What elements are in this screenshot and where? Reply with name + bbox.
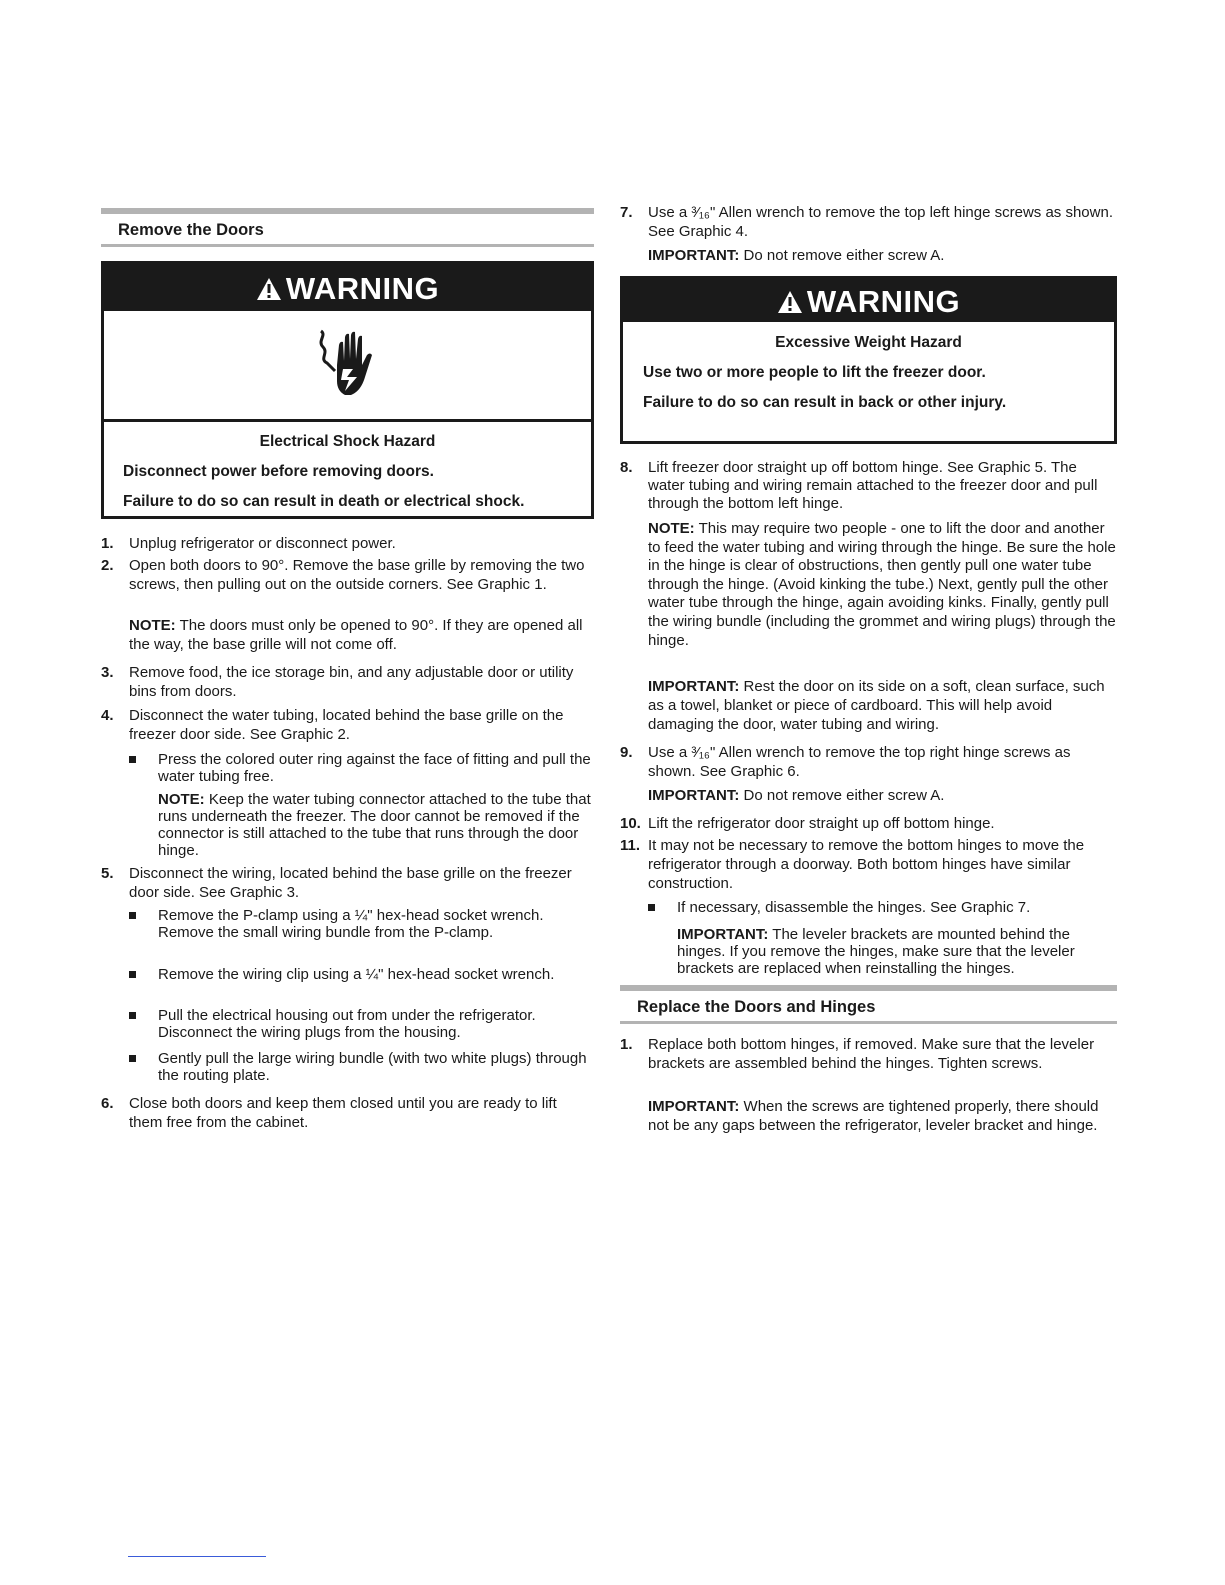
step-number: 1. [101, 535, 114, 552]
step-number: 1. [620, 1036, 633, 1053]
important-label: IMPORTANT: [648, 787, 740, 804]
important-label: IMPORTANT: [648, 247, 740, 264]
step-number: 8. [620, 459, 633, 476]
section-title: Remove the Doors [118, 221, 264, 239]
step-8 [620, 459, 1117, 513]
important-text: Do not remove either screw A. [739, 247, 945, 264]
step-4-note [158, 791, 594, 859]
bullet-text: Gently pull the large wiring bundle (with two white plugs) through the routing plate. [158, 1050, 587, 1084]
section-rule-bottom [620, 1021, 1117, 1024]
note-label: NOTE: [129, 617, 176, 634]
bullet-square-icon [129, 756, 136, 763]
bullet-text: Pull the electrical housing out from under the refrigerator. Disconnect the wiring plugs from the housing. [158, 1007, 536, 1041]
step-5 [101, 864, 594, 902]
step-text: Close both doors and keep them closed until you are ready to lift them free from the cabinet. [129, 1095, 557, 1131]
step-text: Disconnect the wiring, located behind the base grille on the freezer door side. See Graphic 3. [129, 865, 572, 901]
step-text: Use a ³⁄₁₆" Allen wrench to remove the top left hinge screws as shown. See Graphic 4. [648, 204, 1113, 240]
shock-icon-area [104, 311, 591, 422]
step-8-note [648, 520, 1117, 650]
note-text: The doors must only be opened to 90°. If they are opened all the way, the base grille will not come off. [129, 617, 583, 653]
step-7 [620, 203, 1117, 241]
bullet-square-icon [129, 971, 136, 978]
step-text: Open both doors to 90°. Remove the base grille by removing the two screws, then pulling out on the outside corners. See Graphic 1. [129, 557, 585, 593]
step-9-important [648, 786, 1117, 805]
warning-line-2: Failure to do so can result in back or other injury. [643, 394, 1007, 411]
section-rule-bottom [101, 244, 594, 247]
step-10 [620, 814, 1117, 833]
bullet-square-icon [648, 904, 655, 911]
warning-line-2: Failure to do so can result in death or electrical shock. [123, 493, 525, 510]
step-text: Lift the refrigerator door straight up off bottom hinge. [648, 815, 995, 832]
step-1 [101, 534, 594, 553]
important-label: IMPORTANT: [677, 926, 769, 943]
step-2 [101, 556, 594, 594]
note-text: This may require two people - one to lift the door and another to feed the water tubing and wiring through the hinge. Be sure the hole in the hinge is clear of obstructions, then gently pull one water tube through the hinge. (Avoid kinking the tube.) Next, gently pull the other water tube through the hinge, again avoiding kinks. Finally, gently pull the wiring bundle (including the grommet and wiring plugs) through the hinge. [648, 520, 1116, 649]
electric-shock-hand-icon [313, 325, 383, 405]
step-number: 4. [101, 707, 114, 724]
step-number: 9. [620, 744, 633, 761]
important-text: When the screws are tightened properly, there should not be any gaps between the refrigerator, leveler bracket and hinge. [648, 1098, 1099, 1134]
bullet-square-icon [129, 1055, 136, 1062]
step-3 [101, 663, 594, 701]
replace-step-1-important [648, 1097, 1117, 1135]
step-text: Replace both bottom hinges, if removed. Make sure that the leveler brackets are assembled behind the hinges. Tighten screws. [648, 1036, 1095, 1072]
warning-hazard-title: Electrical Shock Hazard [259, 433, 436, 450]
step-2-note [129, 616, 594, 654]
step-text: Lift freezer door straight up off bottom hinge. See Graphic 5. The water tubing and wiring remain attached to the freezer door and pull through the bottom left hinge. [648, 459, 1098, 512]
step-number: 3. [101, 664, 114, 681]
bullet-text: Remove the P-clamp using a ¼" hex-head socket wrench. Remove the small wiring bundle from the P-clamp. [158, 907, 544, 941]
step-number: 7. [620, 204, 633, 221]
important-label: IMPORTANT: [648, 1098, 740, 1115]
step-5-bullet-2 [129, 966, 564, 983]
warning-header [104, 264, 591, 311]
step-text: Use a ³⁄₁₆" Allen wrench to remove the top right hinge screws as shown. See Graphic 6. [648, 744, 1071, 780]
warning-triangle-icon [777, 281, 803, 327]
note-label: NOTE: [648, 520, 695, 537]
step-text: It may not be necessary to remove the bottom hinges to move the refrigerator through a doorway. Both bottom hinges have similar construction. [648, 837, 1085, 892]
warning-hazard-title: Excessive Weight Hazard [775, 334, 962, 351]
warning-line-1: Use two or more people to lift the freezer door. [643, 364, 986, 381]
step-5-bullet-1 [129, 907, 564, 941]
footer-link-underline[interactable] [128, 1556, 266, 1557]
step-11 [620, 836, 1117, 893]
bullet-square-icon [129, 912, 136, 919]
electrical-shock-warning-box [101, 261, 594, 519]
note-text: Keep the water tubing connector attached to the tube that runs underneath the freezer. The door cannot be removed if the connector is still attached to the tube that runs through the door hinge. [158, 791, 591, 859]
section-header-remove-doors [101, 208, 594, 247]
step-4-bullet [129, 751, 594, 785]
warning-label: WARNING [806, 284, 961, 319]
important-text: Rest the door on its side on a soft, clean surface, such as a towel, blanket or piece of cardboard. This will help avoid damaging the door, water tubing and wiring. [648, 678, 1105, 733]
bullet-text: Press the colored outer ring against the face of fitting and pull the water tubing free. [158, 751, 591, 785]
step-text: Disconnect the water tubing, located behind the base grille on the freezer door side. See Graphic 2. [129, 707, 564, 743]
important-label: IMPORTANT: [648, 678, 740, 695]
step-11-bullet [648, 899, 1117, 916]
step-number: 5. [101, 865, 114, 882]
section-title: Replace the Doors and Hinges [637, 998, 876, 1016]
excessive-weight-warning-box [620, 276, 1117, 444]
step-9 [620, 743, 1117, 781]
warning-header [623, 279, 1114, 322]
step-text: Unplug refrigerator or disconnect power. [129, 535, 396, 552]
step-7-important [648, 246, 1117, 265]
step-number: 6. [101, 1095, 114, 1112]
bullet-text: Remove the wiring clip using a ¼" hex-head socket wrench. [158, 966, 555, 983]
step-11-important [677, 926, 1117, 977]
step-number: 10. [620, 815, 641, 832]
step-text: Remove food, the ice storage bin, and any adjustable door or utility bins from doors. [129, 664, 574, 700]
step-number: 2. [101, 557, 114, 574]
step-6 [101, 1094, 594, 1132]
note-label: NOTE: [158, 791, 205, 808]
step-8-important [648, 677, 1117, 734]
step-5-bullet-4 [129, 1050, 594, 1084]
important-text: The leveler brackets are mounted behind the hinges. If you remove the hinges, make sure that the leveler brackets are replaced when reinstalling the hinges. [677, 926, 1075, 977]
warning-label: WARNING [285, 271, 440, 306]
warning-line-1: Disconnect power before removing doors. [123, 463, 434, 480]
bullet-text: If necessary, disassemble the hinges. See Graphic 7. [677, 899, 1031, 916]
bullet-square-icon [129, 1012, 136, 1019]
step-5-bullet-3 [129, 1007, 594, 1041]
warning-triangle-icon [256, 266, 282, 316]
important-text: Do not remove either screw A. [739, 787, 945, 804]
section-header-replace-doors [620, 985, 1117, 1024]
replace-step-1 [620, 1035, 1117, 1073]
step-4 [101, 706, 594, 744]
step-number: 11. [620, 837, 641, 854]
